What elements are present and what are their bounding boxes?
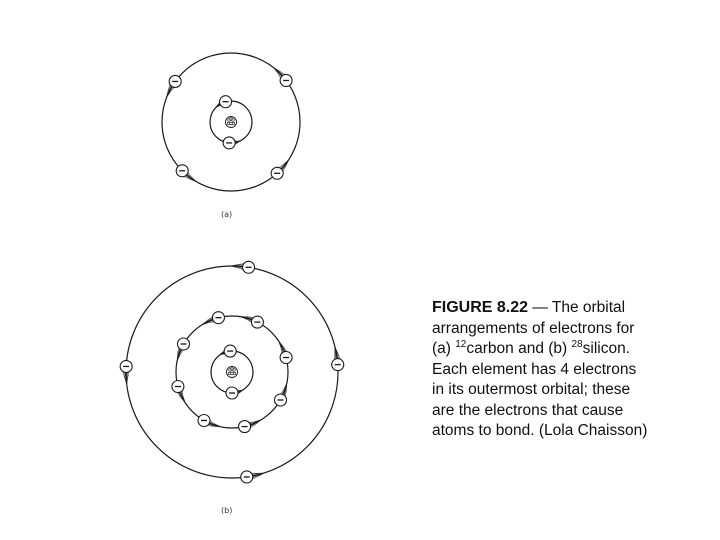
electron bbox=[120, 360, 132, 372]
electron bbox=[241, 471, 253, 483]
caption-line-5: in its outermost orbital; these bbox=[432, 381, 631, 398]
figure-caption bbox=[432, 298, 702, 442]
caption-dash: — bbox=[532, 299, 548, 316]
nucleus-silicon bbox=[227, 367, 238, 378]
panel-label-b: (b) bbox=[221, 506, 233, 515]
electron bbox=[251, 316, 263, 328]
caption-text-3b: carbon and (b) bbox=[466, 340, 572, 357]
electron bbox=[176, 165, 188, 177]
electron bbox=[332, 359, 344, 371]
electron bbox=[280, 352, 292, 364]
electron bbox=[169, 75, 181, 87]
nucleus-carbon bbox=[226, 117, 237, 128]
caption-line-3 bbox=[432, 339, 702, 360]
electron bbox=[280, 74, 292, 86]
caption-line-4: Each element has 4 electrons bbox=[432, 360, 637, 378]
caption-line-6: are the electrons that cause bbox=[432, 401, 624, 419]
caption-line-1 bbox=[432, 298, 702, 319]
electron bbox=[198, 414, 210, 426]
electron bbox=[212, 312, 224, 324]
electron bbox=[178, 338, 190, 350]
electron bbox=[223, 137, 235, 149]
electron bbox=[220, 96, 232, 108]
silicon-mass-number: 28 bbox=[571, 339, 583, 350]
electron bbox=[172, 380, 184, 392]
caption-line-2: arrangements of electrons for bbox=[432, 319, 635, 337]
carbon-mass-number: 12 bbox=[455, 339, 467, 350]
electron bbox=[274, 394, 286, 406]
electron bbox=[239, 421, 251, 433]
atom-carbon bbox=[162, 53, 300, 191]
electron bbox=[224, 345, 236, 357]
figure-number: FIGURE 8.22 bbox=[432, 299, 529, 316]
electron bbox=[226, 387, 238, 399]
electron bbox=[271, 167, 283, 179]
caption-text-1: The orbital bbox=[551, 299, 626, 316]
atom-silicon bbox=[120, 261, 344, 483]
caption-text-3a: (a) bbox=[432, 340, 456, 357]
electron bbox=[243, 261, 255, 273]
caption-line-7: atoms to bond. (Lola Chaisson) bbox=[432, 422, 648, 439]
panel-label-a: (a) bbox=[221, 210, 233, 219]
caption-text-3c: silicon. bbox=[582, 340, 631, 357]
